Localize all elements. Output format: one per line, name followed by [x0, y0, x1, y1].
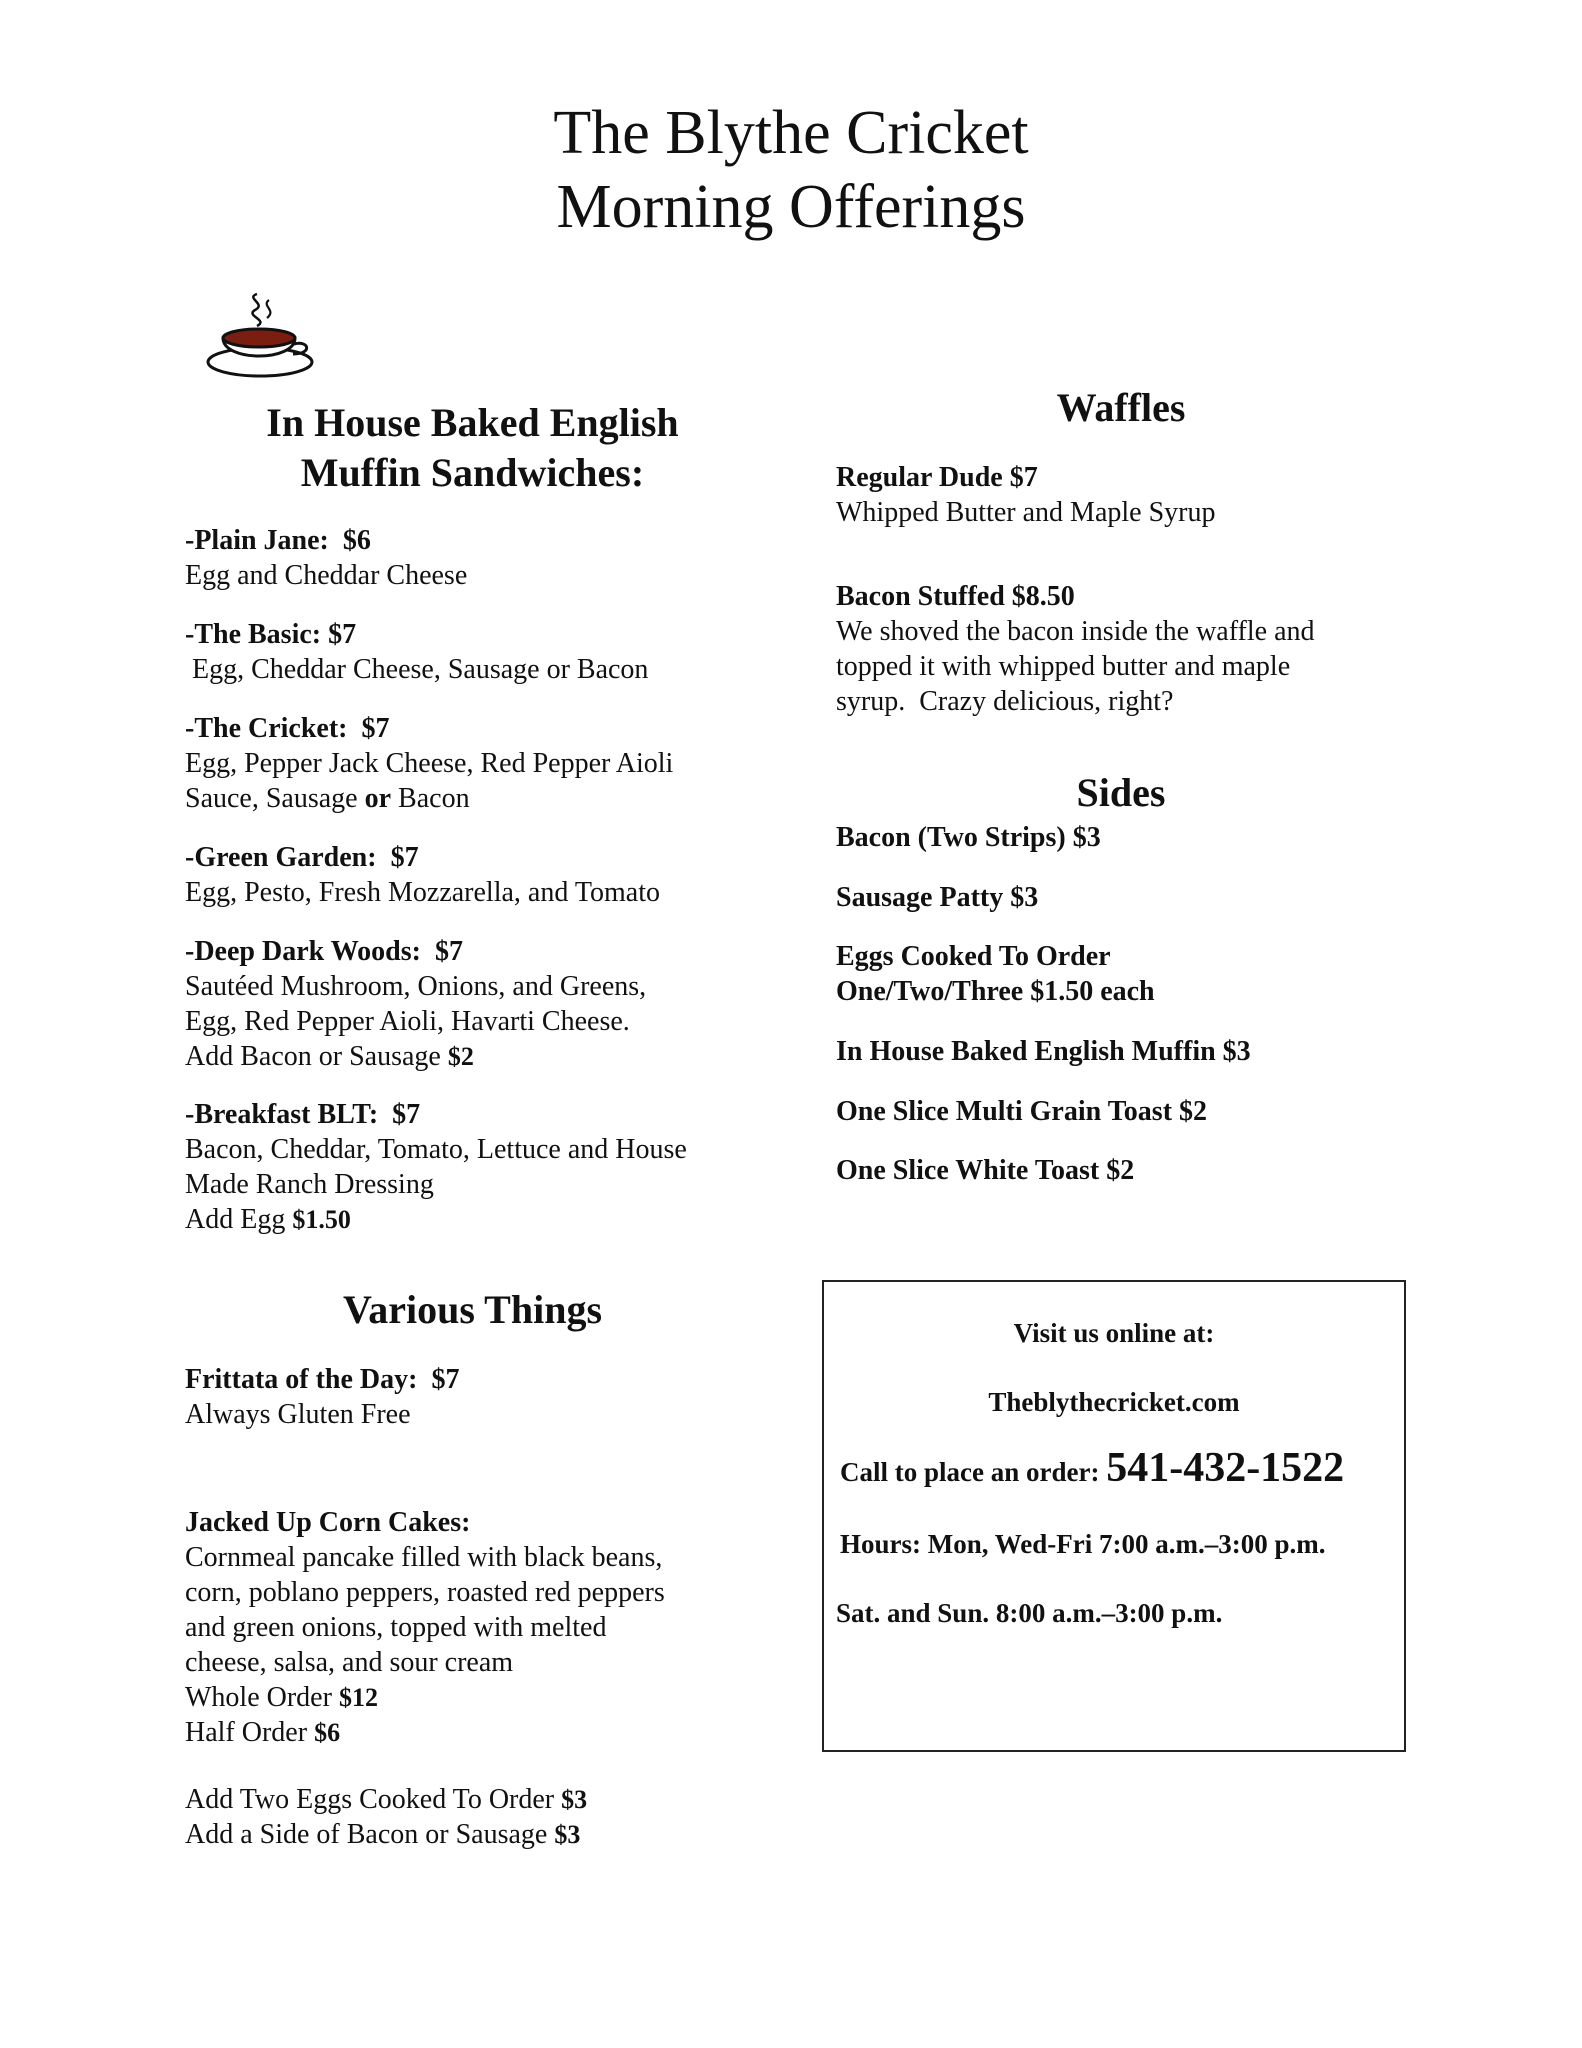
side-item-eggs: Eggs Cooked To Order One/Two/Three $1.50 each: [836, 941, 1155, 1007]
addon-item: Add a Side of Bacon or Sausage $3: [185, 1819, 581, 1850]
various-section: [185, 1285, 760, 1335]
coffee-cup-icon: [205, 290, 320, 380]
menu-item-corn-cakes: Jacked Up Corn Cakes: Cornmeal pancake filled with black beans, corn, poblano peppers, roasted red peppers and green onions, topped with melted cheese, salsa, and sour cream Whole Order $12 Half Order $6: [185, 1507, 665, 1748]
muffin-section: [185, 398, 760, 498]
menu-item-plain-jane: -Plain Jane: $6 Egg and Cheddar Cheese: [185, 525, 468, 591]
side-item-sausage: Sausage Patty $3: [836, 882, 1039, 913]
hours-weekday: Hours: Mon, Wed-Fri 7:00 a.m.–3:00 p.m.: [840, 1529, 1326, 1559]
side-item-english-muffin: In House Baked English Muffin $3: [836, 1036, 1251, 1067]
sides-section-title: Sides: [1076, 770, 1166, 815]
menu-item-the-cricket: -The Cricket: $7 Egg, Pepper Jack Cheese, Red Pepper Aioli Sauce, Sausage or Bacon: [185, 713, 674, 814]
menu-item-breakfast-blt: -Breakfast BLT: $7 Bacon, Cheddar, Tomato, Lettuce and House Made Ranch Dressing Add Egg $1.50: [185, 1099, 687, 1235]
title-line-1: The Blythe Cricket: [553, 99, 1029, 167]
visit-text: Visit us online at:: [1013, 1318, 1215, 1348]
menu-item-green-garden: -Green Garden: $7 Egg, Pesto, Fresh Mozzarella, and Tomato: [185, 842, 660, 908]
menu-item-frittata: Frittata of the Day: $7 Always Gluten Free: [185, 1364, 460, 1430]
phone-number[interactable]: 541-432-1522: [1106, 1445, 1345, 1491]
muffin-section-title: In House Baked English Muffin Sandwiches:: [266, 400, 679, 495]
waffles-section-title: Waffles: [1056, 385, 1186, 430]
menu-item-the-basic: -The Basic: $7 Egg, Cheddar Cheese, Sausage or Bacon: [185, 619, 649, 685]
title-line-2: Morning Offerings: [556, 173, 1026, 241]
addons-list: [185, 1782, 760, 1852]
menu-item-regular-dude: Regular Dude $7 Whipped Butter and Maple Syrup: [836, 462, 1216, 528]
various-section-title: Various Things: [342, 1287, 603, 1332]
menu-item-deep-dark-woods: -Deep Dark Woods: $7 Sautéed Mushroom, Onions, and Greens, Egg, Red Pepper Aioli, Havarti Cheese. Add Bacon or Sausage $2: [185, 936, 647, 1072]
website-link[interactable]: Theblythecricket.com: [988, 1387, 1240, 1417]
contact-info-box: [822, 1280, 1406, 1752]
menu-item-bacon-stuffed: Bacon Stuffed $8.50 We shoved the bacon inside the waffle and topped it with whipped butter and maple syrup. Crazy delicious, right?: [836, 581, 1315, 717]
side-item-multigrain-toast: One Slice Multi Grain Toast $2: [836, 1096, 1208, 1127]
phone-line: Call to place an order: 541-432-1522: [840, 1445, 1345, 1491]
side-item-white-toast: One Slice White Toast $2: [836, 1155, 1135, 1186]
side-item-bacon: Bacon (Two Strips) $3: [836, 822, 1101, 853]
addon-item: Add Two Eggs Cooked To Order $3: [185, 1784, 588, 1815]
sides-section: [836, 768, 1406, 818]
hours-weekend: Sat. and Sun. 8:00 a.m.–3:00 p.m.: [836, 1598, 1223, 1628]
waffles-section: [836, 383, 1406, 433]
page-title: [0, 96, 1582, 244]
